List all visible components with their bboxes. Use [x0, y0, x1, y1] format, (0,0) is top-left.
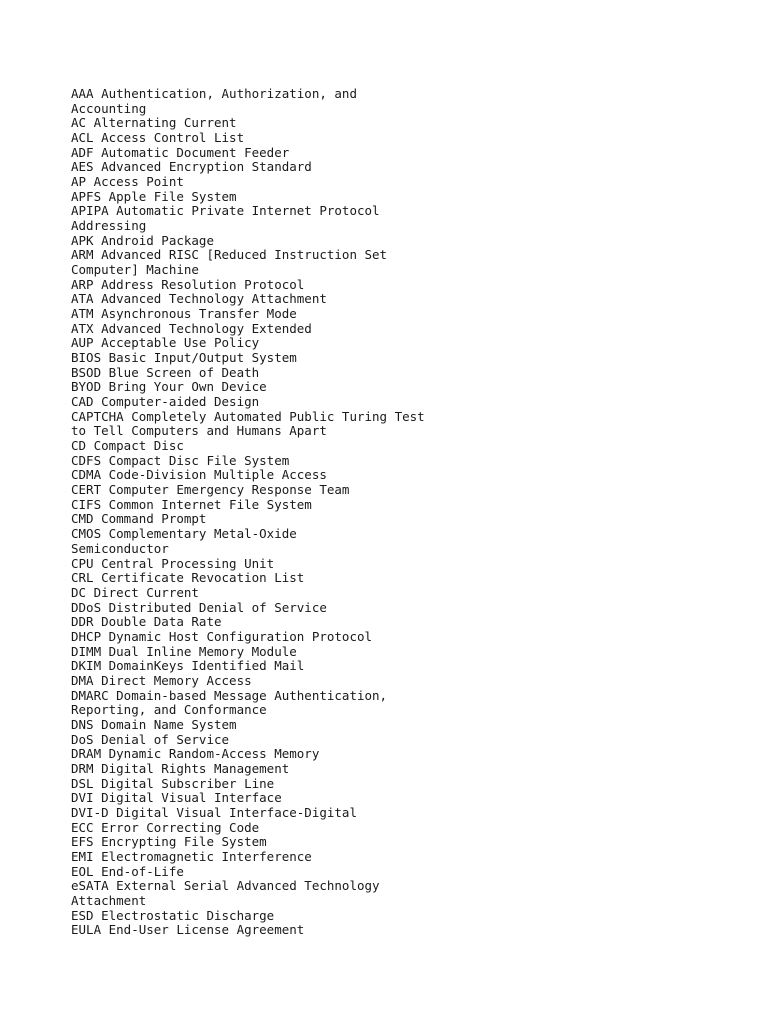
list-line: eSATA External Serial Advanced Technology [71, 878, 380, 894]
list-line: DMARC Domain-based Message Authentication, [71, 687, 388, 703]
list-line: APIPA Automatic Private Internet Protocol [71, 203, 380, 219]
list-line: Attachment [71, 892, 147, 908]
list-line: BSOD Blue Screen of Death [71, 364, 260, 380]
list-line: ATA Advanced Technology Attachment [71, 291, 327, 307]
list-line: Computer] Machine [71, 262, 199, 278]
list-line: EMI Electromagnetic Interference [71, 848, 312, 864]
list-line: AES Advanced Encryption Standard [71, 159, 312, 175]
list-line: ATX Advanced Technology Extended [71, 320, 312, 336]
list-line: ATM Asynchronous Transfer Mode [71, 306, 297, 322]
list-line: DDoS Distributed Denial of Service [71, 599, 327, 615]
list-line: EFS Encrypting File System [71, 834, 267, 850]
list-line: DVI Digital Visual Interface [71, 790, 282, 806]
list-line: DNS Domain Name System [71, 716, 237, 732]
list-line: APK Android Package [71, 232, 214, 248]
list-line: CMOS Complementary Metal-Oxide [71, 526, 297, 542]
list-line: DSL Digital Subscriber Line [71, 775, 275, 791]
list-line: ACL Access Control List [71, 130, 245, 146]
list-line: CAPTCHA Completely Automated Public Turing Test [71, 408, 425, 424]
list-line: Accounting [71, 100, 147, 116]
list-line: DVI-D Digital Visual Interface-Digital [71, 804, 357, 820]
list-line: CMD Command Prompt [71, 511, 207, 527]
list-line: CD Compact Disc [71, 438, 184, 454]
list-line: CERT Computer Emergency Response Team [71, 482, 350, 498]
list-line: AP Access Point [71, 174, 184, 190]
list-line: AC Alternating Current [71, 115, 237, 131]
list-line: CAD Computer-aided Design [71, 394, 260, 410]
list-line: DDR Double Data Rate [71, 614, 222, 630]
list-line: ESD Electrostatic Discharge [71, 907, 275, 923]
list-line: CPU Central Processing Unit [71, 555, 275, 571]
list-line: DKIM DomainKeys Identified Mail [71, 658, 305, 674]
acronym-list [71, 87, 751, 938]
list-line: APFS Apple File System [71, 188, 237, 204]
list-line: Addressing [71, 218, 147, 234]
list-line: CIFS Common Internet File System [71, 496, 312, 512]
list-line: ADF Automatic Document Feeder [71, 144, 290, 160]
list-line: ECC Error Correcting Code [71, 819, 260, 835]
list-line: CDMA Code-Division Multiple Access [71, 467, 327, 483]
list-line: Semiconductor [71, 540, 169, 556]
list-line: DRAM Dynamic Random-Access Memory [71, 746, 320, 762]
list-line: to Tell Computers and Humans Apart [71, 423, 327, 439]
list-line: DoS Denial of Service [71, 731, 230, 747]
list-line: BIOS Basic Input/Output System [71, 350, 297, 366]
list-line: DIMM Dual Inline Memory Module [71, 643, 297, 659]
list-line: EOL End-of-Life [71, 863, 184, 879]
list-line: EULA End-User License Agreement [71, 922, 305, 938]
list-line: DRM Digital Rights Management [71, 760, 290, 776]
list-line: DHCP Dynamic Host Configuration Protocol [71, 628, 373, 644]
list-line: ARP Address Resolution Protocol [71, 276, 305, 292]
list-line: AUP Acceptable Use Policy [71, 335, 260, 351]
list-line: DMA Direct Memory Access [71, 672, 252, 688]
list-line: CDFS Compact Disc File System [71, 452, 290, 468]
list-line: CRL Certificate Revocation List [71, 570, 305, 586]
list-line: Reporting, and Conformance [71, 702, 267, 718]
list-line: BYOD Bring Your Own Device [71, 379, 267, 395]
list-line: AAA Authentication, Authorization, and [71, 86, 357, 101]
list-line: ARM Advanced RISC [Reduced Instruction Set [71, 247, 388, 263]
list-line: DC Direct Current [71, 584, 199, 600]
